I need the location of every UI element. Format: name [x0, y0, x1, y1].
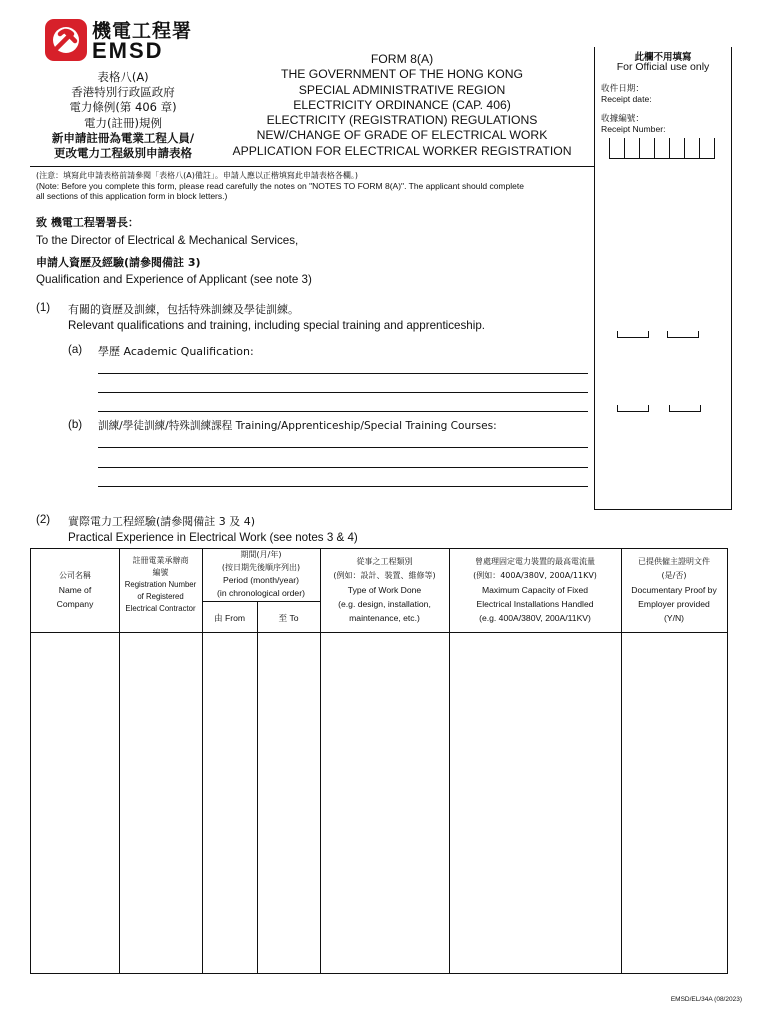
header-documentary-proof: 已提供僱主證明文件 (是/否) Documentary Proof by Employer provided (Y/N)	[631, 557, 717, 623]
official-code-box[interactable]	[617, 331, 649, 338]
official-code-box[interactable]	[667, 331, 699, 338]
experience-table	[30, 548, 728, 974]
header-en-line: ELECTRICITY (REGISTRATION) REGULATIONS	[266, 113, 538, 128]
official-use-box	[594, 47, 732, 510]
experience-table-entry-area[interactable]	[31, 633, 727, 973]
header-en-line: FORM 8(A)	[370, 52, 434, 66]
section-1b-number: (b)	[68, 418, 83, 431]
emsd-logo-icon	[44, 18, 88, 62]
header-zh-line: 表格八(A)	[97, 70, 149, 84]
header-en-line: NEW/CHANGE OF GRADE OF ELECTRICAL WORK	[256, 128, 548, 143]
form-reference-code: EMSD/EL/34A (08/2023)	[670, 996, 742, 1003]
receipt-number-label-zh: 收據編號：	[601, 113, 644, 123]
header-en-line: APPLICATION FOR ELECTRICAL WORKER REGISTRATION	[232, 143, 572, 158]
official-code-box[interactable]	[669, 405, 701, 412]
qualification-heading-en: Qualification and Experience of Applicant (see note 3)	[36, 273, 312, 286]
to-director-zh: 致 機電工程署署長：	[36, 216, 139, 229]
header-zh-line: 新申請註冊為電業工程人員/	[51, 130, 195, 145]
header-period-to: 至 To	[278, 613, 299, 623]
section-2-title-zh: 實際電力工程經驗(請參閱備註 3 及 4)	[68, 515, 256, 528]
header-english	[222, 52, 582, 159]
official-title-zh: 此欄不用填寫	[634, 52, 692, 63]
receipt-date-label-zh: 收件日期：	[601, 83, 644, 93]
header-en-line: THE GOVERNMENT OF THE HONG KONG	[281, 67, 523, 82]
emsd-logo	[44, 16, 204, 66]
official-title-en: For Official use only	[616, 61, 710, 73]
logo-chinese: 機電工程署	[92, 20, 193, 42]
academic-qualification-line[interactable]	[98, 392, 588, 393]
form-note	[36, 171, 586, 201]
receipt-number-boxes[interactable]	[609, 138, 715, 159]
header-en-line: SPECIAL ADMINISTRATIVE REGION	[298, 82, 506, 97]
note-en-line: (Note: Before you complete this form, please read carefully the notes on "NOTES TO FORM 8(A)". The applicant should complete	[36, 181, 524, 191]
header-zh-line: 電力(註冊)規例	[84, 115, 162, 130]
receipt-number-label-en: Receipt Number:	[601, 124, 666, 134]
section-1-title-zh: 有關的資歷及訓練，包括特殊訓練及學徒訓練。	[68, 303, 299, 316]
to-director-en: To the Director of Electrical & Mechanical Services,	[36, 234, 299, 247]
official-code-box[interactable]	[617, 405, 649, 412]
logo-english: EMSD	[92, 38, 164, 63]
header-zh-line: 更改電力工程級別申請表格	[54, 146, 192, 161]
header-divider	[30, 166, 594, 167]
section-2-title-en: Practical Experience in Electrical Work (see notes 3 & 4)	[68, 531, 358, 544]
header-registration-number: 註冊電業承辦商 編號 Registration Number of Registered Electrical Contractor	[124, 556, 197, 613]
training-courses-line[interactable]	[98, 467, 588, 468]
header-en-line: ELECTRICITY ORDINANCE (CAP. 406)	[293, 97, 511, 112]
section-1a-number: (a)	[68, 343, 83, 356]
receipt-date-label-en: Receipt date:	[601, 94, 652, 104]
header-zh-line: 電力條例(第 406 章)	[69, 100, 177, 115]
qualification-heading-zh: 申請人資歷及經驗(請參閱備註 3)	[36, 256, 201, 269]
header-zh-line: 香港特別行政區政府	[71, 85, 175, 100]
header-max-capacity: 曾處理固定電力裝置的最高電流量 (例如：400A/380V, 200A/11KV) Maximum Capacity of Fixed Electrical Installations Handled (e.g. 400A/380V, 200A/11KV)	[473, 557, 597, 623]
academic-qualification-label: 學歷 Academic Qualification:	[98, 345, 254, 358]
header-chinese	[30, 70, 216, 161]
training-courses-line[interactable]	[98, 447, 588, 448]
academic-qualification-line[interactable]	[98, 373, 588, 374]
academic-qualification-line[interactable]	[98, 411, 588, 412]
note-en-line: all sections of this application form in block letters.)	[36, 191, 228, 201]
section-1-number: (1)	[36, 301, 51, 314]
training-courses-label: 訓練/學徒訓練/特殊訓練課程 Training/Apprenticeship/Special Training Courses:	[98, 420, 497, 432]
header-period-from: 由 From	[213, 613, 246, 623]
section-1-title-en: Relevant qualifications and training, including special training and apprenticeship.	[68, 319, 485, 332]
header-company-name: 公司名稱 Name of Company	[56, 571, 94, 609]
note-zh: (注意：填寫此申請表格前請參閱「表格八(A)備註」。申請人應以正楷填寫此申請表格各欄。)	[36, 171, 358, 180]
section-2-number: (2)	[36, 513, 51, 526]
header-period: 期間(月/年) (按日期先後順序列出) Period (month/year) (in chronological order)	[217, 550, 305, 598]
training-courses-line[interactable]	[98, 486, 588, 487]
header-type-of-work: 從事之工程類別 (例如：設計、裝置、維修等) Type of Work Done (e.g. design, installation, maintenance, etc.)	[333, 557, 436, 623]
